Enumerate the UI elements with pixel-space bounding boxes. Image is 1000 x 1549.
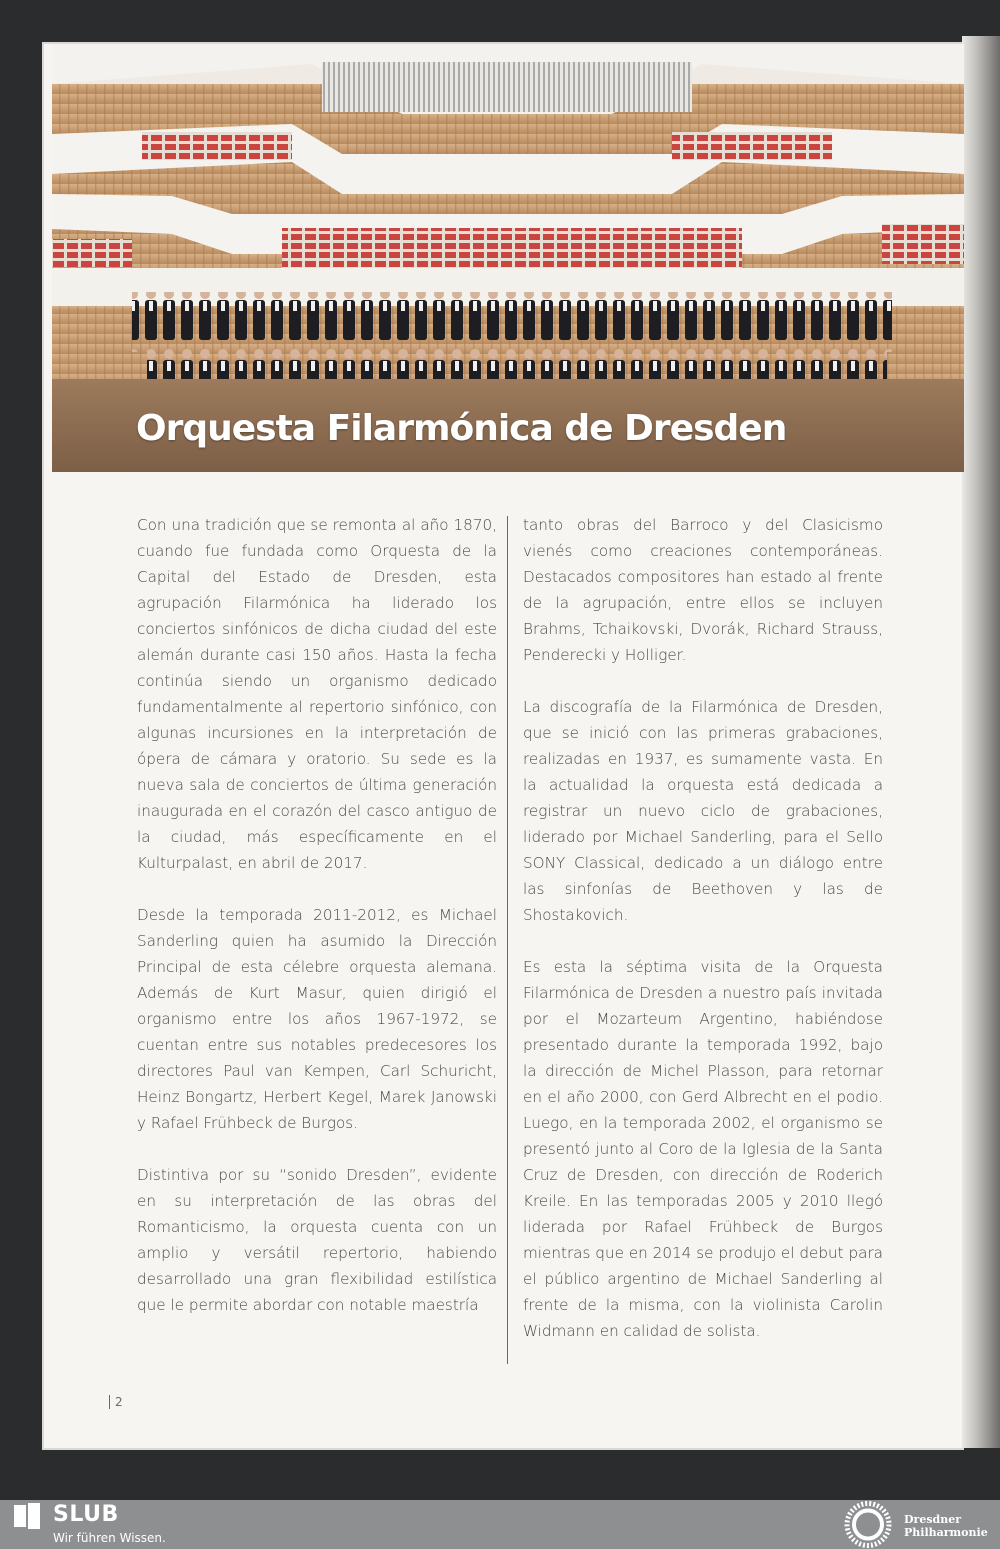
paragraph: La discografía de la Filarmónica de Dresden, que se inició con las primeras grabaciones, realizadas en 1937, es sumamente vasta. En la actualidad la orquesta está dedicada a registrar un nuevo ciclo de grabaciones, liderado por Michael Sanderling, para el Sello SONY Classical, dedicado a un diálogo entre las sinfonías de Beethoven y las de Shostakovich. [523,698,883,924]
slub-tagline: Wir führen Wissen. [53,1531,166,1545]
dresdner-philharmonie-logo-icon [840,1500,896,1549]
slub-logo-text[interactable]: SLUB [53,1502,119,1527]
right-column [523,512,883,1370]
paragraph: Con una tradición que se remonta al año 1870, cuando fue fundada como Orquesta de la Capital del Estado de Dresden, esta agrupación Filarmónica ha liderado los conciertos sinfónicos de dicha ciudad del este alemán durante casi 150 años. Hasta la fecha continúa siendo un organismo dedicado fundamentalmente al repertorio sinfónico, con algunas incursiones en la interpretación de ópera de cámara y oratorio. Su sede es la nueva sala de conciertos de última generación inaugurada en el corazón del casco antiguo de la ciudad, más específicamente en el Kulturpalast, en abril de 2017. [137,516,497,872]
paragraph: tanto obras del Barroco y del Clasicismo vienés como creaciones contemporáneas. Destacados compositores han estado al frente de la agrupación, entre ellos se incluyen Brahms, Tchaikovski, Dvorák, Richard Strauss, Penderecki y Holliger. [523,516,883,664]
paragraph: Distintiva por su “sonido Dresden”, evidente en su interpretación de las obras del Romanticismo, la orquesta cuenta con un amplio y versátil repertorio, habiendo desarrollado una gran flexibilidad estilística que le permite abordar con notable maestría [137,1166,497,1314]
page-edge [962,36,1000,1448]
article-title: Orquesta Filarmónica de Dresden [136,408,787,449]
paragraph: Es esta la séptima visita de la Orquesta Filarmónica de Dresden a nuestro país invitada por el Mozarteum Argentino, habiéndose presentado durante la temporada 1992, bajo la dirección de Michel Plasson, para retornar en el año 2000, con Gerd Albrecht en el podio. Luego, en la temporada 2002, el organismo se presentó junto al Coro de la Iglesia de la Santa Cruz de Dresden, con dirección de Roderich Kreile. En las temporadas 2005 y 2010 llegó liderada por Rafael Frühbeck de Burgos mientras que en 2014 se produjo el debut para el público argentino de Michael Sanderling al frente de la misma, con la violinista Carolin Widmann en calidad de solista. [523,958,883,1340]
partner-name-line2: Philharmonie [904,1526,988,1539]
column-divider [507,516,508,1364]
left-column [137,512,497,1344]
paragraph: Desde la temporada 2011-2012, es Michael Sanderling quien ha asumido la Dirección Principal de esta célebre orquesta alemana. Además de Kurt Masur, quien dirigió el organismo entre los años 1967-1972, se cuentan entre sus notables predecesores los directores Paul van Kempen, Carl Schuricht, Heinz Bongartz, Herbert Kegel, Marek Janowski y Rafael Frühbeck de Burgos. [137,906,497,1132]
partner-name[interactable] [904,1513,1000,1539]
page-number: 2 [109,1395,123,1409]
partner-name-line1: Dresdner [904,1513,962,1526]
slub-book-icon [12,1501,42,1531]
